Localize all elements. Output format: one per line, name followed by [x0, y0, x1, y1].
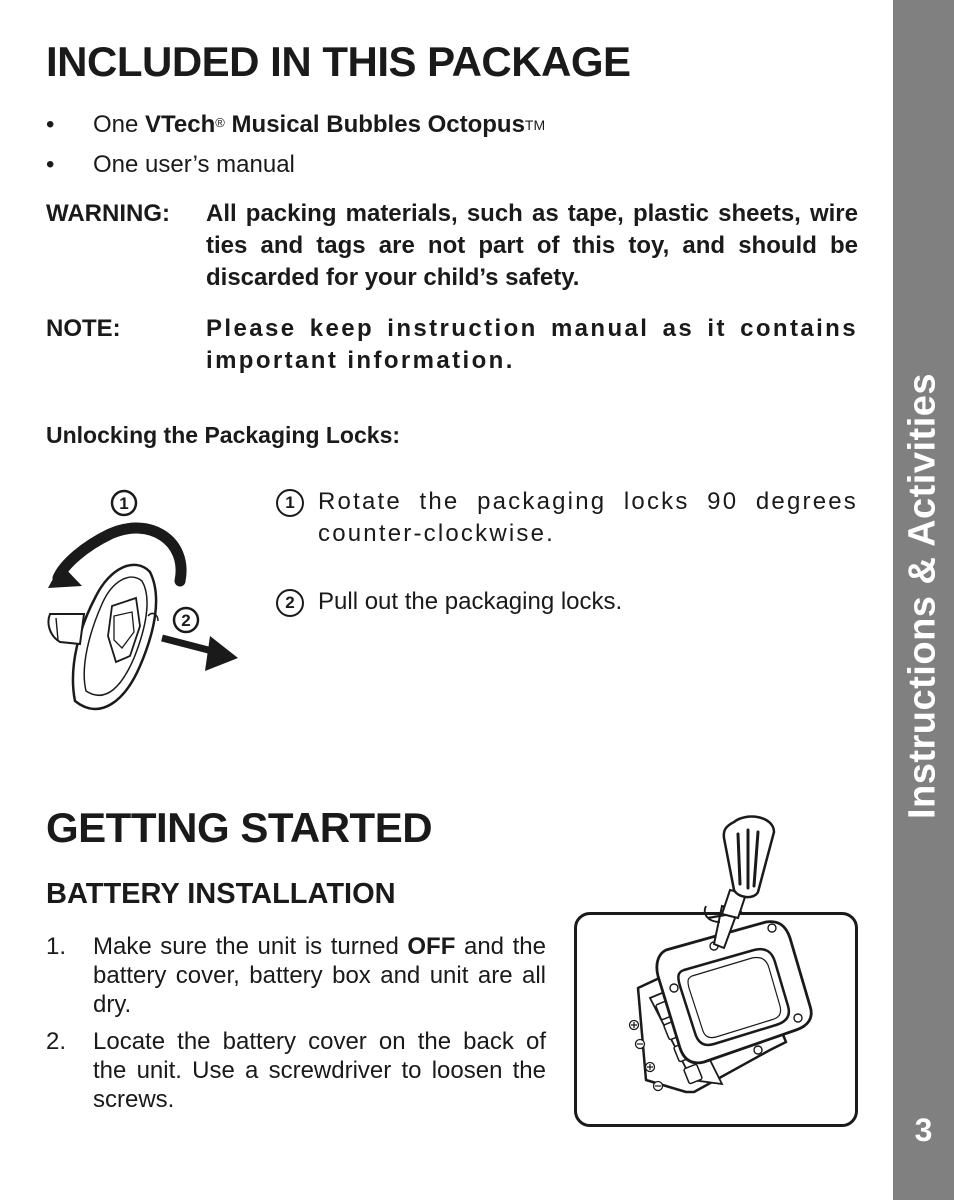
note-label: NOTE:: [46, 315, 121, 342]
bullet-marker: •: [46, 151, 55, 178]
unlocking-heading: Unlocking the Packaging Locks:: [46, 422, 401, 448]
list-item-text: One user’s manual: [93, 151, 295, 178]
battery-steps-list: [46, 932, 546, 1122]
trademark-mark: TM: [524, 117, 546, 133]
step-text-post: and the battery cover, battery box and unit are all dry.: [93, 933, 546, 1018]
step-text: Pull out the packaging locks.: [318, 588, 623, 615]
off-emphasis: OFF: [407, 933, 456, 960]
battery-cover-illustration: [574, 810, 858, 1125]
list-item-text: [93, 111, 545, 139]
step-text-pre: Make sure the unit is turned: [93, 933, 408, 960]
step-text: Locate the battery cover on the back of the unit. Use a screwdriver to loosen the screws.: [93, 1028, 546, 1113]
list-item: [46, 932, 546, 1019]
list-item: [46, 1027, 546, 1114]
registered-mark: ®: [215, 115, 225, 130]
included-heading: INCLUDED IN THIS PACKAGE: [46, 38, 631, 85]
warning-text: All packing materials, such as tape, plastic sheets, wire ties and tags are not part of this toy, and should be discarded for your child’s safety.: [206, 200, 858, 291]
step-text: [93, 932, 546, 1019]
getting-started-heading: GETTING STARTED: [46, 804, 433, 851]
step-number-badge: 1: [276, 489, 304, 517]
bullet-marker: •: [46, 111, 55, 138]
product-name: Musical Bubbles Octopus: [224, 111, 525, 138]
note-text: Please keep instruction manual as it contains important information.: [206, 315, 858, 374]
warning-label: WARNING:: [46, 200, 170, 227]
step-text: Rotate the packaging locks 90 degrees counter-clockwise.: [318, 488, 858, 547]
page-number: 3: [914, 1112, 933, 1148]
section-tab-title: Instructions & Activities: [901, 372, 944, 820]
brand-name: VTech: [145, 111, 216, 138]
item-prefix: One: [93, 111, 146, 138]
step-number: 2.: [46, 1028, 67, 1055]
figure-label-1: 1: [119, 494, 129, 513]
step-number: 1.: [46, 933, 67, 960]
battery-installation-heading: BATTERY INSTALLATION: [46, 878, 396, 910]
packaging-lock-illustration: [40, 486, 250, 726]
figure-label-2: 2: [181, 611, 191, 630]
step-number-badge: 2: [276, 589, 304, 617]
